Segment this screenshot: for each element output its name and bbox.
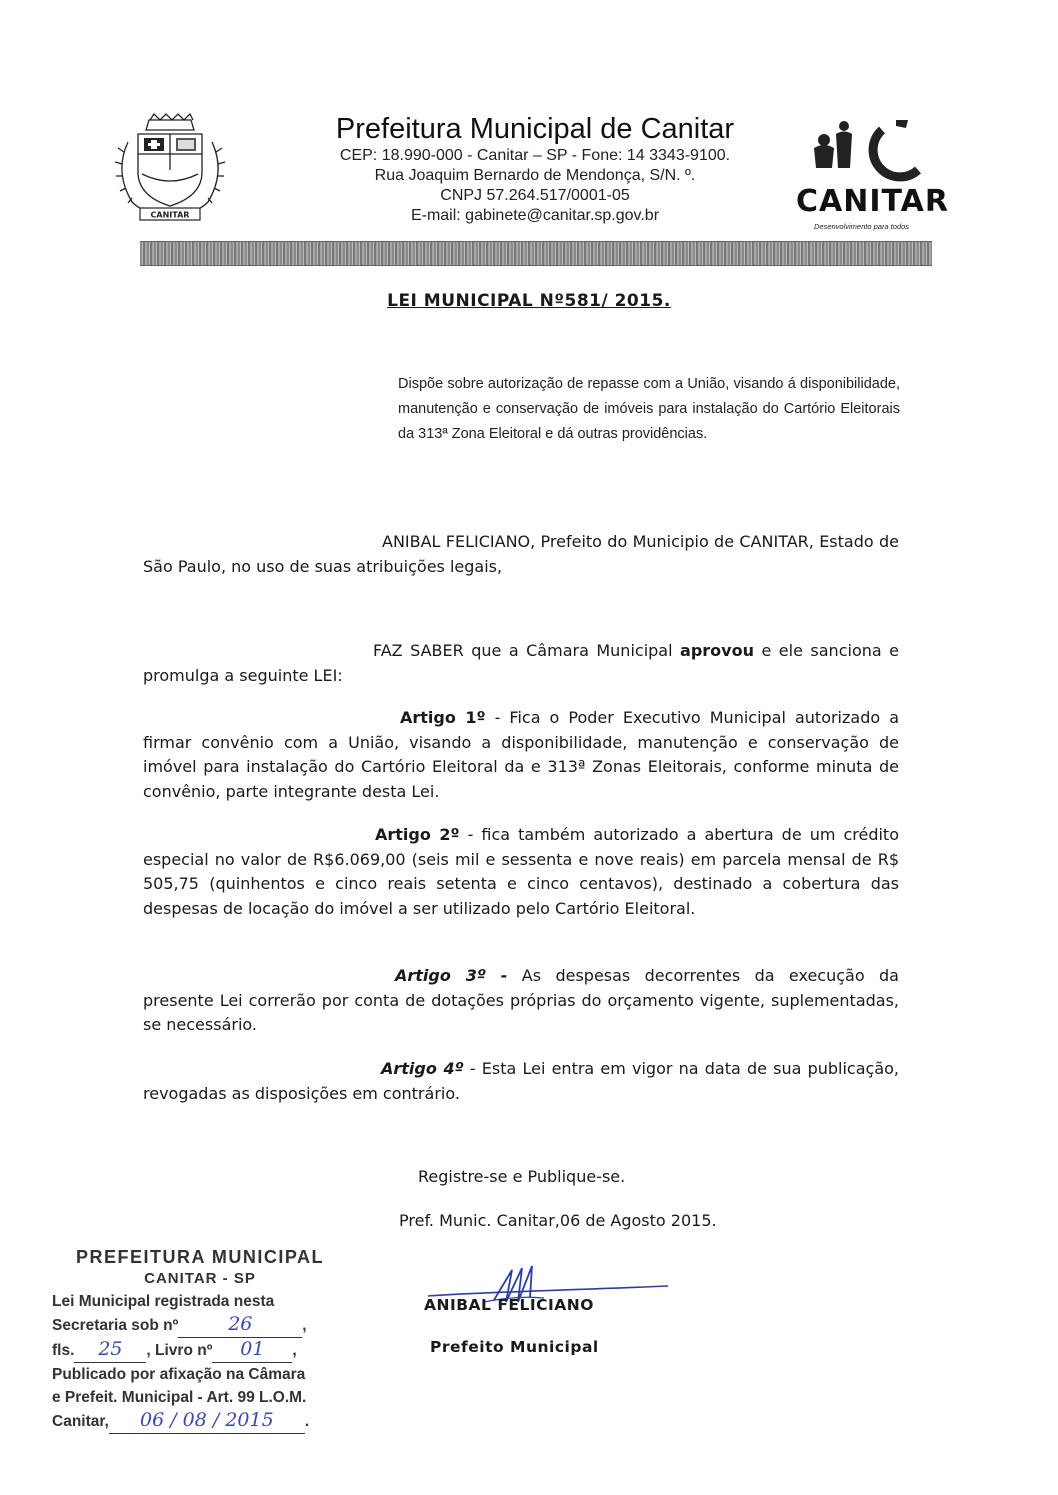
article-text: - Esta Lei entra em vigor na data de sua publicação, revogadas as disposições em contrário.	[143, 1059, 900, 1103]
law-title: LEI MUNICIPAL Nº581/ 2015.	[387, 291, 671, 311]
article-label: Artigo 4º	[381, 1059, 464, 1078]
stamp-date-day: 06	[140, 1409, 165, 1431]
enactment-text-end: e ele sanciona e promulga a seguinte LEI:	[143, 641, 899, 685]
org-name: Prefeitura Municipal de Canitar	[335, 113, 735, 145]
email: E-mail: gabinete@canitar.sp.gov.br	[410, 207, 660, 224]
stamp-line-secretaria: Secretaria sob nº 26 ,	[52, 1313, 348, 1338]
law-summary: Dispõe sobre autorização de repasse com a União, visando á disponibilidade, manutenção e conservação de imóveis para instalação do Cartório Eleitorais da 313ª Zona Eleitoral e dá outras providências.	[398, 376, 900, 442]
article-text: - fica também autorizado a abertura de um crédito especial no valor de R$6.069,00 (seis mil e sessenta e nove reais) em parcela mensal de R$ 505,75 (quinhentos e cinco reais setenta e cinco centavos), destinado a cobertura das despesas de locação do imóvel a ser utilizado pelo Cartório Eleitoral.	[143, 825, 899, 918]
place-date: Pref. Munic. Canitar,06 de Agosto 2015.	[399, 1211, 717, 1230]
article-3	[143, 964, 899, 1038]
address-cep-phone: CEP: 18.990-000 - Canitar – SP - Fone: 14 3343-9100.	[339, 147, 731, 164]
stamp-date-label: Canitar,	[52, 1413, 109, 1430]
preamble: ANIBAL FELICIANO, Prefeito do Municipio de CANITAR, Estado de São Paulo, no uso de suas atribuições legais,	[143, 532, 899, 576]
stamp-line-fls: fls. 25 , Livro nº 01 ,	[52, 1338, 348, 1363]
stamp-line-registered: Lei Municipal registrada nesta	[52, 1293, 275, 1310]
address-street: Rua Joaquim Bernardo de Mendonça, S/N. º.	[374, 167, 696, 184]
signatory-role: Prefeito Municipal	[430, 1338, 599, 1356]
cnpj: CNPJ 57.264.517/0001-05	[440, 187, 630, 204]
logo-wordmark: CANITAR	[796, 184, 949, 219]
stamp-livro-label: , Livro nº	[146, 1342, 213, 1359]
stamp-line-article: e Prefeit. Municipal - Art. 99 L.O.M.	[52, 1389, 307, 1406]
stamp-reg-number: 26	[228, 1313, 253, 1335]
enactment-bold: aprovou	[680, 641, 754, 660]
stamp-line-date: Canitar, 06 / 08 / 2015 .	[52, 1409, 348, 1434]
stamp-fls-value: 25	[98, 1338, 123, 1360]
signatory-name: ANIBAL FELICIANO	[424, 1296, 594, 1314]
article-2	[143, 823, 899, 921]
article-1	[143, 706, 899, 804]
stamp-secretaria-label: Secretaria sob nº	[52, 1317, 179, 1334]
article-4	[143, 1057, 899, 1106]
municipal-crest	[106, 112, 234, 228]
stamp-livro-value: 01	[240, 1338, 265, 1360]
stamp-fls-label: fls.	[52, 1342, 75, 1359]
letterhead	[300, 112, 770, 226]
stamp-date-month: 08	[182, 1409, 207, 1431]
stamp-line-published: Publicado por afixação na Câmara	[52, 1366, 306, 1383]
registration-stamp	[52, 1246, 348, 1434]
enactment-text: FAZ SABER que a Câmara Municipal	[373, 641, 681, 660]
canitar-logo	[792, 118, 968, 238]
stamp-date-year: 2015	[225, 1409, 274, 1431]
article-text: - Fica o Poder Executivo Municipal autorizado a firmar convênio com a União, visando a disponibilidade, manutenção e conservação de imóvel para instalação do Cartório Eleitoral da e 313ª Zonas Eleitorais, conforme minuta de convênio, parte integrante desta Lei.	[143, 708, 900, 801]
article-label: Artigo 1º	[400, 708, 486, 727]
article-label: Artigo 2º	[375, 825, 460, 844]
logo-tagline: Desenvolvimento para todos	[814, 222, 910, 231]
crest-label: CANITAR	[150, 210, 190, 220]
stamp-subtitle: CANITAR - SP	[144, 1270, 256, 1287]
register-publish: Registre-se e Publique-se.	[418, 1167, 626, 1186]
stamp-title: PREFEITURA MUNICIPAL	[76, 1247, 324, 1267]
enactment-clause	[143, 639, 899, 688]
header-divider-band	[140, 241, 932, 266]
article-label: Artigo 3º -	[395, 966, 508, 985]
article-text: As despesas decorrentes da execução da presente Lei correrão por conta de dotações próprias do orçamento vigente, suplementadas, se necessário.	[143, 966, 899, 1034]
